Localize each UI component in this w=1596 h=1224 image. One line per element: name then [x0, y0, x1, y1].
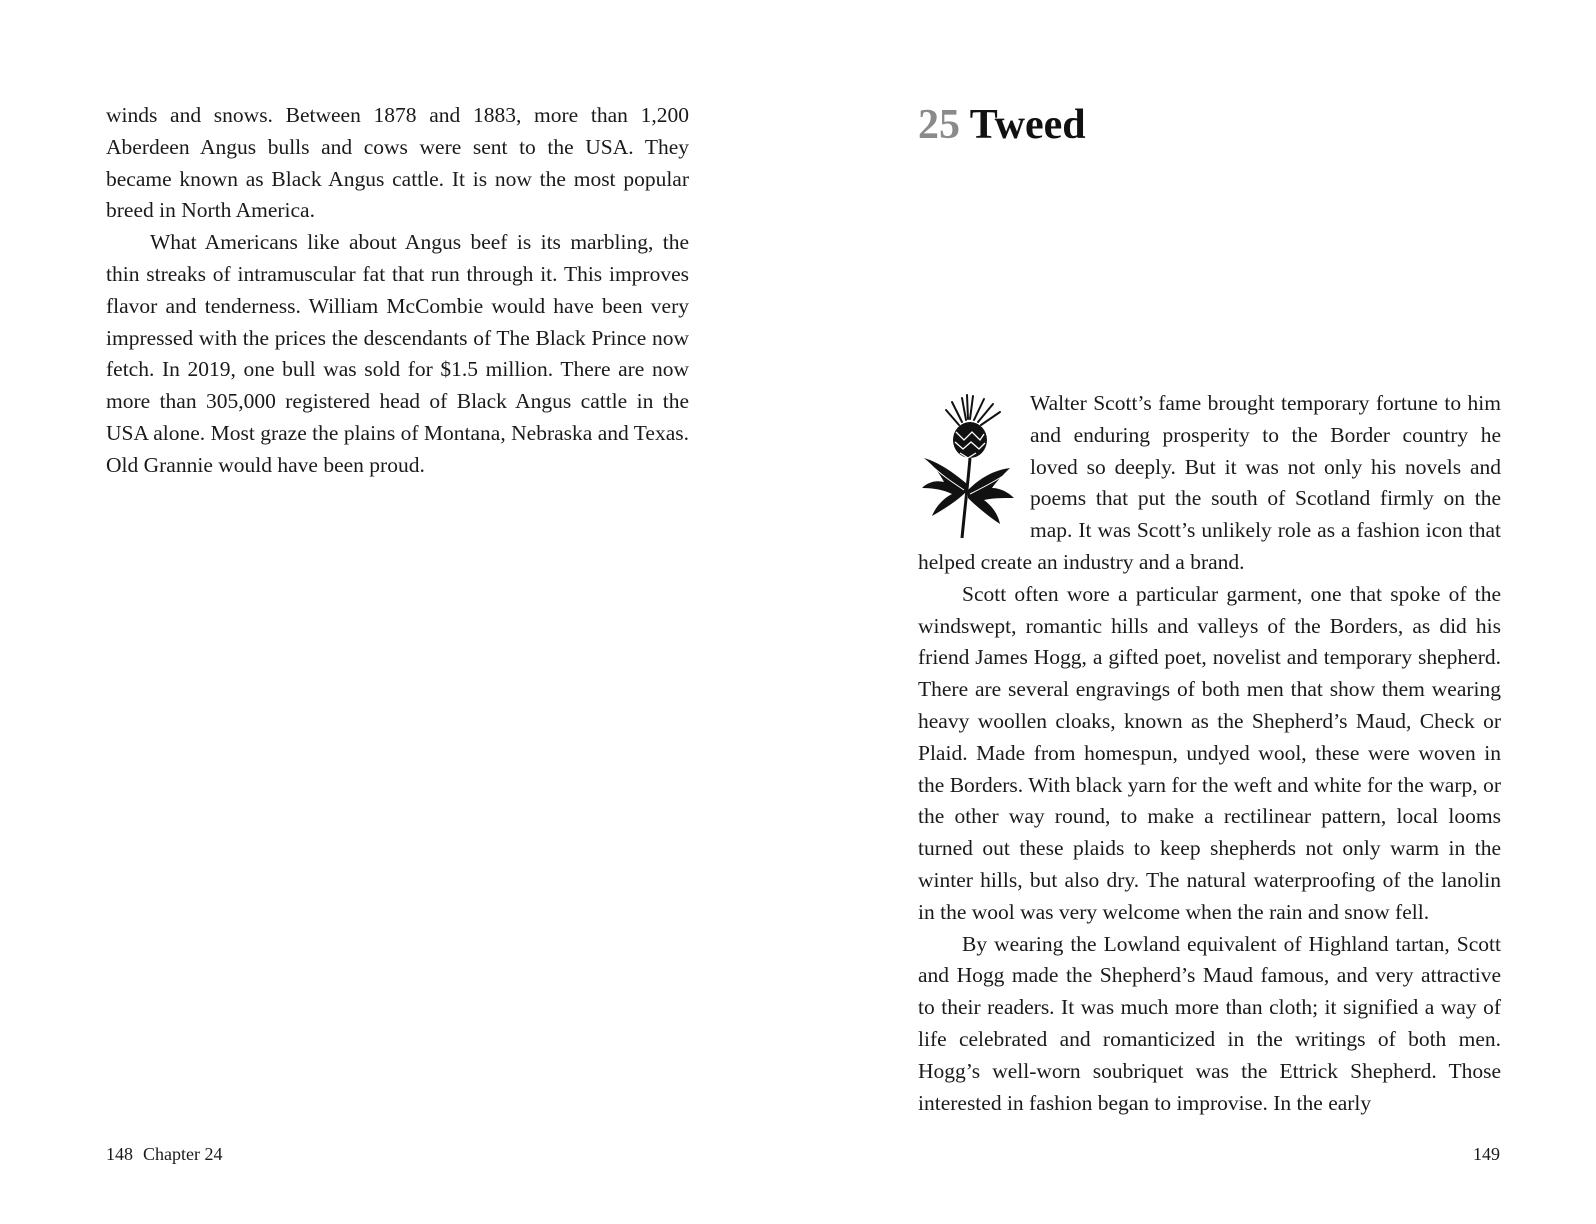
body-paragraph: Scott often wore a particular garment, one that spoke of the windswept, romantic hills and valleys of the Borders, as did his friend James Hogg, a gifted poet, novelist and temporary shepherd. There are several engravings of both men that show them wearing heavy woollen cloaks, known as the Shepherd’s Maud, Check or Plaid. Made from homespun, undyed wool, these were woven in the Borders. With black yarn for the weft and white for the warp, or the other way round, to make a rectilinear pattern, local looms turned out these plaids to keep shepherds not only warm in the winter hills, but also dry. The natural waterproofing of the lanolin in the wool was very welcome when the rain and snow fell.	[918, 581, 1501, 924]
right-page-body	[918, 388, 1501, 1119]
left-page-footer	[106, 1142, 222, 1166]
chapter-number: 25	[918, 102, 960, 148]
chapter-heading	[918, 96, 1086, 154]
page-number: 148	[106, 1144, 133, 1164]
body-paragraph: By wearing the Lowland equivalent of Highland tartan, Scott and Hogg made the Shepherd’s Maud famous, and very attractive to their readers. It was much more than cloth; it signified a way of life celebrated and romanticized in the writings of both men. Hogg’s well-worn soubriquet was the Ettrick Shepherd. Those interested in fashion began to improvise. In the early	[918, 931, 1501, 1115]
page-number: 149	[1473, 1144, 1500, 1164]
body-paragraph: Walter Scott’s fame brought temporary fortune to him and enduring prosperity to the Border country he loved so deeply. But it was not only his novels and poems that put the south of Scotland firmly on the map. It was Scott’s unlikely role as a fashion icon that helped create an industry and a brand.	[918, 391, 1501, 574]
body-paragraph: What Americans like about Angus beef is its marbling, the thin streaks of intramuscular fat that run through it. This improves flavor and tenderness. William McCombie would have been very impressed with the prices the descendants of The Black Prince now fetch. In 2019, one bull was sold for $1.5 million. There are now more than 305,000 registered head of Black Angus cattle in the USA alone. Most graze the plains of Montana, Nebraska and Texas. Old Grannie would have been proud.	[106, 230, 689, 477]
thistle-icon	[918, 392, 1018, 542]
left-page-body	[106, 100, 689, 482]
right-page-footer	[1473, 1142, 1500, 1166]
running-head: Chapter 24	[143, 1144, 223, 1164]
body-paragraph: winds and snows. Between 1878 and 1883, more than 1,200 Aberdeen Angus bulls and cows were sent to the USA. They became known as Black Angus cattle. It is now the most popular breed in North America.	[106, 103, 689, 223]
chapter-title: Tweed	[969, 102, 1086, 148]
